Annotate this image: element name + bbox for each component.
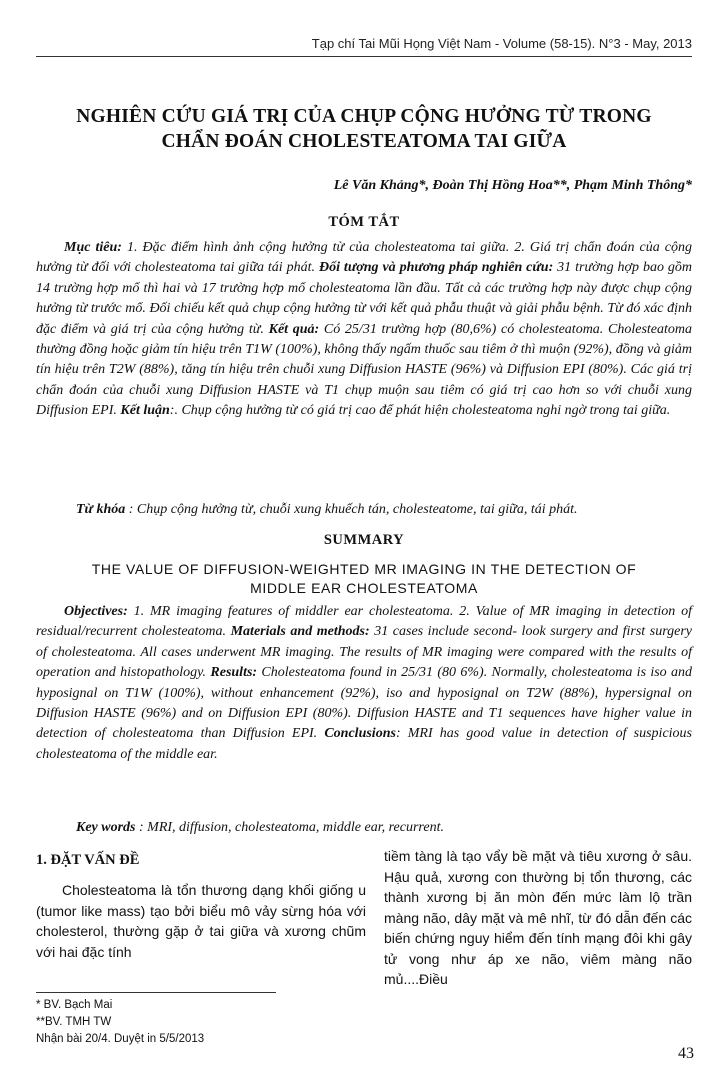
en-article-title: [36, 560, 692, 598]
en-results-text: Cholesteatoma found in 25/31 (80 6%). Normally, cholesteatoma is iso and hyposignal on T1W (100%), without enhancement (92%), iso and hyposignal on T2W (88%), hypersignal on Diffusion HASTE (96%) and on Diffusion EPI (80%). Diffusion HASTE and T1 sequences have higher value in detection of cholesteatoma than Diffusion EPI.: [36, 665, 693, 742]
footnote-received-date: Nhận bài 20/4. Duyệt in 5/5/2013: [36, 1033, 205, 1045]
vn-conclusion-text: :. Chụp cộng hưởng từ có giá trị cao để phát hiện cholesteatoma nghi ngờ trong tai giữa.: [169, 403, 671, 419]
footnote-divider: [36, 992, 276, 993]
body-column-left: Cholesteatoma là tổn thương dạng khối giống u (tumor like mass) tạo bởi biểu mô vảy sừng hóa với cholesterol, thường gặp ở tai giữa và xương chũm với hai đặc tính: [36, 882, 366, 960]
vn-objectives-label: Mục tiêu:: [64, 240, 122, 255]
en-methods-text: 31 cases include second- look surgery and first surgery of cholesteatoma. All cases underwent MR imaging. The results of MR imaging were compared with the results of operation and histopathology.: [36, 624, 693, 681]
section-heading-introduction: 1. ĐẶT VẤN ĐỀ: [36, 852, 140, 868]
body-column-right: tiềm tàng là tạo vẩy bề mặt và tiêu xương ở sâu. Hậu quả, xương con thường bị tổn thương, các thành xương bị ăn mòn đến mức làm lộ trần màng não, dây mặt và mê nhĩ, từ đó dẫn đến các biến chứng nguy hiểm đến tính mạng đôi khi gây tử vong như áp xe não, viêm màng não mủ....Điều: [384, 848, 692, 987]
article-title: [30, 104, 698, 154]
footnote-affiliation-1: * BV. Bạch Mai: [36, 999, 113, 1011]
article-title-line-1: NGHIÊN CỨU GIÁ TRỊ CỦA CHỤP CỘNG HƯỞNG TỪ TRONG: [76, 106, 652, 127]
vn-conclusion-label: Kết luận: [120, 403, 170, 419]
vn-objectives-text: 1. Đặc điểm hình ảnh cộng hưởng từ của cholesteatoma tai giữa. 2. Giá trị chẩn đoán của cộng hưởng từ đối với cholesteatoma tai giữa tái phát.: [36, 240, 693, 276]
vn-methods-text: 31 trường hợp bao gồm 14 trường hợp mổ thì hai và 17 trường hợp mổ cholesteatoma lần đầu. Tất cả các trường hợp này được chụp cộng hưởng từ trước mổ. Đối chiếu kết quả chụp cộng hưởng từ với kết quả phẫu thuật và giải phẫu bệnh. Từ đó xác định đặc điểm và giá trị của cộng hưởng từ.: [36, 260, 693, 337]
vn-results-text: Có 25/31 trường hợp (80,6%) có cholesteatoma. Cholesteatoma thường đồng hoặc giảm tín hiệu trên T1W (100%), không thấy ngấm thuốc sau tiêm ở thì muộn (92%), đồng và giảm tín hiệu trên T2W (88%), tăng tín hiệu trên chuỗi xung Diffusion HASTE (96%) và Diffusion EPI (80%). Các giá trị chẩn đoán của chuỗi xung Diffusion HASTE và T1 chụp muộn sau tiêm có giá trị cao hơn so với chuỗi xung Diffusion EPI.: [36, 321, 692, 419]
vn-methods-label: Đối tượng và phương pháp nghiên cứu:: [318, 260, 554, 276]
vn-abstract-heading: TÓM TẮT: [328, 214, 400, 230]
en-abstract-body: [36, 602, 692, 765]
en-results-label: Results:: [210, 665, 258, 681]
en-title-line-2: MIDDLE EAR CHOLESTEATOMA: [250, 580, 478, 596]
en-conclusion-label: Conclusions: [324, 726, 396, 742]
en-abstract-heading: SUMMARY: [323, 532, 405, 548]
footnote-affiliation-2: **BV. TMH TW: [36, 1016, 112, 1028]
en-methods-label: Materials and methods:: [230, 624, 370, 640]
article-title-line-2: CHẨN ĐOÁN CHOLESTEATOMA TAI GIỮA: [161, 131, 567, 152]
footnotes: [36, 997, 204, 1048]
vn-keywords: [36, 500, 692, 520]
en-keywords-text: : MRI, diffusion, cholesteatoma, middle ear, recurrent.: [135, 820, 444, 835]
vn-keywords-label: Từ khóa: [76, 502, 126, 517]
vn-results-label: Kết quả:: [268, 321, 320, 337]
page-number: 43: [678, 1045, 694, 1062]
author-list: Lê Văn Khảng*, Đoàn Thị Hồng Hoa**, Phạm Minh Thông*: [333, 178, 692, 193]
en-conclusion-text: : MRI has good value in detection of suspicious cholesteatoma of the middle ear.: [36, 726, 692, 762]
vn-abstract-body: [36, 238, 692, 422]
en-title-line-1: THE VALUE OF DIFFUSION-WEIGHTED MR IMAGING IN THE DETECTION OF: [91, 561, 637, 577]
journal-running-header: Tạp chí Tai Mũi Họng Việt Nam - Volume (58-15). N°3 - May, 2013: [311, 36, 692, 51]
en-objectives-label: Objectives:: [64, 604, 128, 619]
en-keywords-label: Key words: [76, 820, 136, 835]
header-divider: [36, 56, 692, 57]
vn-keywords-text: : Chụp cộng hưởng từ, chuỗi xung khuếch tán, cholesteatome, tai giữa, tái phát.: [125, 502, 578, 517]
en-keywords: [36, 818, 692, 838]
en-objectives-text: 1. MR imaging features of middler ear cholesteatoma. 2. Value of MR imaging in detection of residual/recurrent cholesteatoma.: [36, 604, 692, 640]
